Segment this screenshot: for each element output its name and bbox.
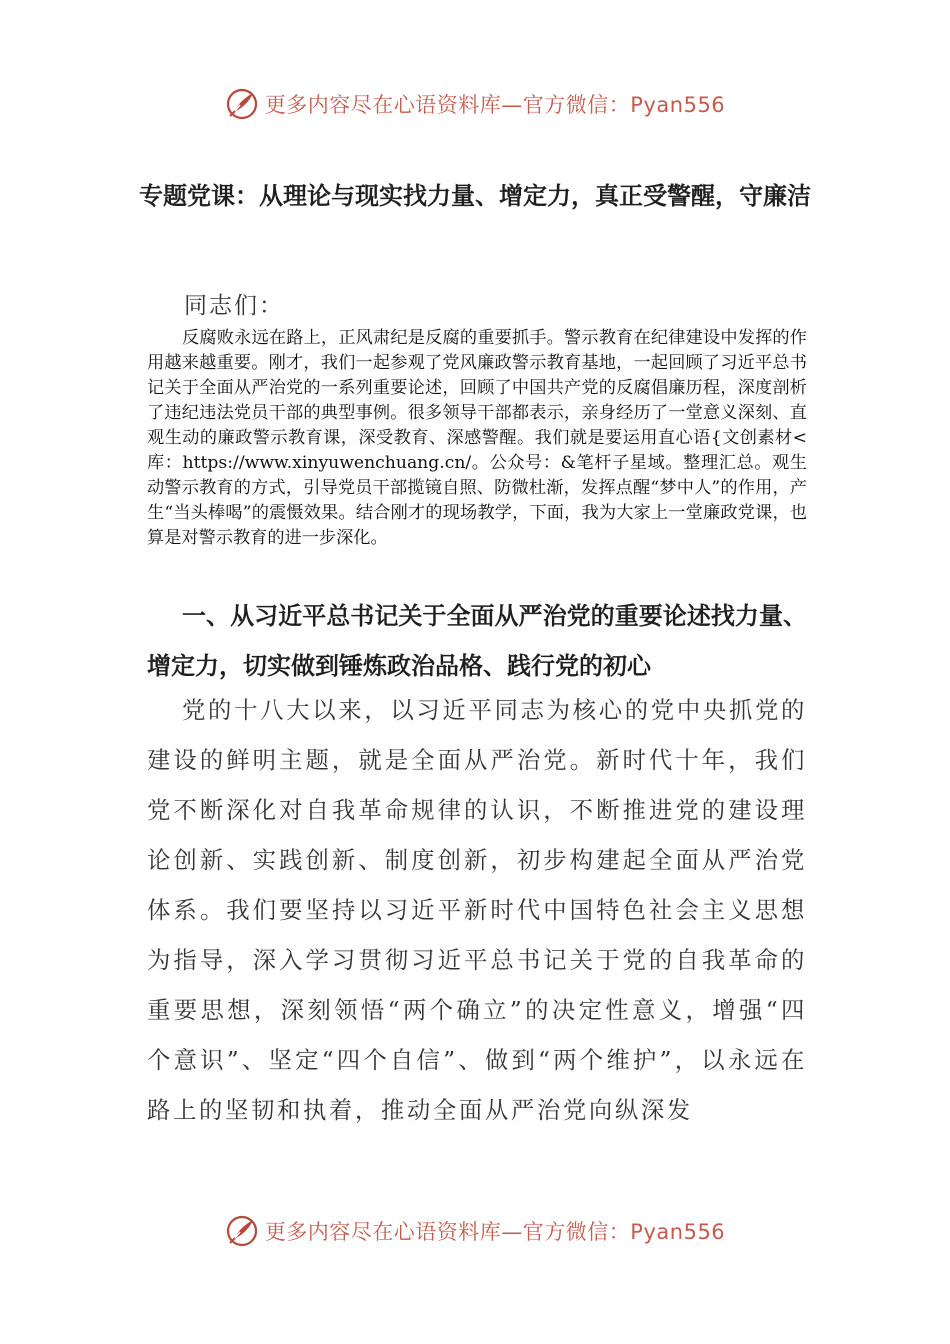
section-heading: 一、从习近平总书记关于全面从严治党的重要论述找力量、增定力，切实做到锤炼政治品格、践行党的初心 [147,602,807,680]
greeting: 同志们： [184,293,284,319]
document-title: 专题党课：从理论与现实找力量、增定力，真正受警醒，守廉洁 [139,182,811,210]
header-watermark [0,82,950,126]
quill-logo-icon [225,1214,259,1248]
intro-paragraph: 反腐败永远在路上，正风肃纪是反腐的重要抓手。警示教育在纪律建设中发挥的作用越来越重要。刚才，我们一起参观了党风廉政警示教育基地，一起回顾了习近平总书记关于全面从严治党的一系列重要论述，回顾了中国共产党的反腐倡廉历程，深度剖析了违纪违法党员干部的典型事例。很多领导干部都表示，亲身经历了一堂意义深刻、直观生动的廉政警示教育课，深受教育、深感警醒。我们就是要运用直心语{文创素材<库：https://www.xinyuwenchuang.cn/。公众号：&笔杆子星域。整理汇总。观生动警示教育的方式，引导党员干部揽镜自照、防微杜渐，发挥点醒“梦中人”的作用，产生“当头棒喝”的震慑效果。结合刚才的现场教学，下面，我为大家上一堂廉政党课，也算是对警示教育的进一步深化。 [147,328,807,548]
body-paragraph: 党的十八大以来，以习近平同志为核心的党中央抓党的建设的鲜明主题，就是全面从严治党。新时代十年，我们党不断深化对自我革命规律的认识，不断推进党的建设理论创新、实践创新、制度创新，初步构建起全面从严治党体系。我们要坚持以习近平新时代中国特色社会主义思想为指导，深入学习贯彻习近平总书记关于党的自我革命的重要思想，深刻领悟“两个确立”的决定性意义，增强“四个意识”、坚定“四个自信”、做到“两个维护”，以永远在路上的坚韧和执着，推动全面从严治党向纵深发 [147,696,807,1124]
watermark-text: 更多内容尽在心语资料库—官方微信：Pyan556 [264,93,726,117]
watermark-text: 更多内容尽在心语资料库—官方微信：Pyan556 [264,1220,726,1244]
quill-logo-icon [225,87,259,121]
footer-watermark [0,1209,950,1253]
